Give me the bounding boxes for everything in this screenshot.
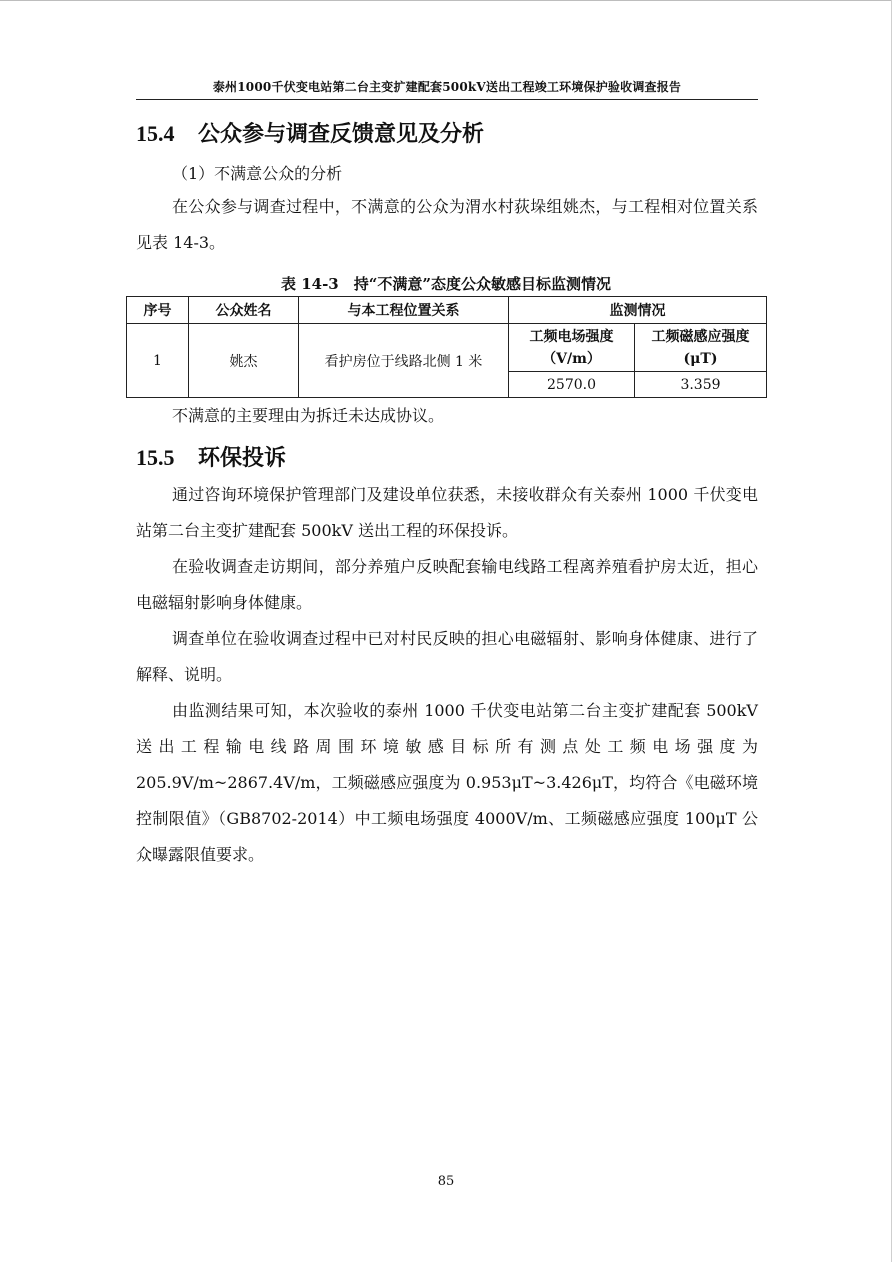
header-monitor: 监测情况 (509, 297, 767, 324)
header-efield-line2: （V/m） (542, 350, 601, 367)
cell-seq: 1 (127, 324, 189, 398)
table-caption: 表 14-3 持“不满意”态度公众敏感目标监测情况 (280, 275, 612, 293)
paragraph: 在公众参与调查过程中，不满意的公众为渭水村荻垛组姚杰，与工程相对位置关系见表 14-3。 (136, 197, 758, 252)
paragraph: 由监测结果可知，本次验收的泰州 1000 千伏变电站第二台主变扩建配套 500kV 送出工程输电线路周围环境敏感目标所有测点处工频电场强度为 205.9V/m~2867.4V/m，工频磁感应强度为 0.953μT~3.426μT，均符合《电磁环境控制限值》（GB8702-2014）中工频电场强度 4000V/m、工频磁感应强度 100μT 公众曝露限值要求。 (136, 701, 758, 864)
header-mfield-line2: (μT) (683, 350, 718, 367)
paragraph-block (136, 189, 758, 261)
monitoring-table (126, 296, 767, 398)
header-efield (509, 324, 635, 372)
header-mfield (635, 324, 767, 372)
paragraph: 通过咨询环境保护管理部门及建设单位获悉，未接收群众有关泰州 1000 千伏变电站第二台主变扩建配套 500kV 送出工程的环保投诉。 (136, 485, 758, 540)
paragraph: 调查单位在验收调查过程中已对村民反映的担心电磁辐射、影响身体健康、进行了解释、说明。 (136, 629, 758, 684)
header-mfield-line1: 工频磁感应强度 (651, 328, 750, 345)
sub-item-heading: （1）不满意公众的分析 (172, 164, 343, 183)
cell-mfield: 3.359 (635, 372, 767, 398)
cell-efield: 2570.0 (509, 372, 635, 398)
section-heading-15-4 (136, 117, 484, 148)
header-efield-line1: 工频电场强度 (529, 328, 614, 345)
section-heading-15-5 (136, 441, 286, 472)
paragraph-block (136, 477, 758, 873)
header-rule (136, 99, 758, 100)
section-title: 环保投诉 (198, 445, 287, 471)
table-row (127, 324, 767, 372)
header-name: 公众姓名 (189, 297, 299, 324)
paragraph: 在验收调查走访期间，部分养殖户反映配套输电线路工程离养殖看护房太近，担心电磁辐射影响身体健康。 (136, 557, 758, 612)
header-seq: 序号 (127, 297, 189, 324)
page-number: 85 (437, 1174, 455, 1189)
running-header: 泰州1000千伏变电站第二台主变扩建配套500kV送出工程竣工环境保护验收调查报告 (212, 80, 682, 94)
section-number: 15.5 (136, 445, 175, 470)
page-top-border (0, 0, 892, 1)
cell-name: 姚杰 (189, 324, 299, 398)
section-title: 公众参与调查反馈意见及分析 (198, 121, 485, 147)
header-relation: 与本工程位置关系 (299, 297, 509, 324)
table-header-row (127, 297, 767, 324)
section-number: 15.4 (136, 121, 175, 146)
cell-relation: 看护房位于线路北侧 1 米 (299, 324, 509, 398)
after-table-text: 不满意的主要理由为拆迁未达成协议。 (172, 406, 445, 425)
